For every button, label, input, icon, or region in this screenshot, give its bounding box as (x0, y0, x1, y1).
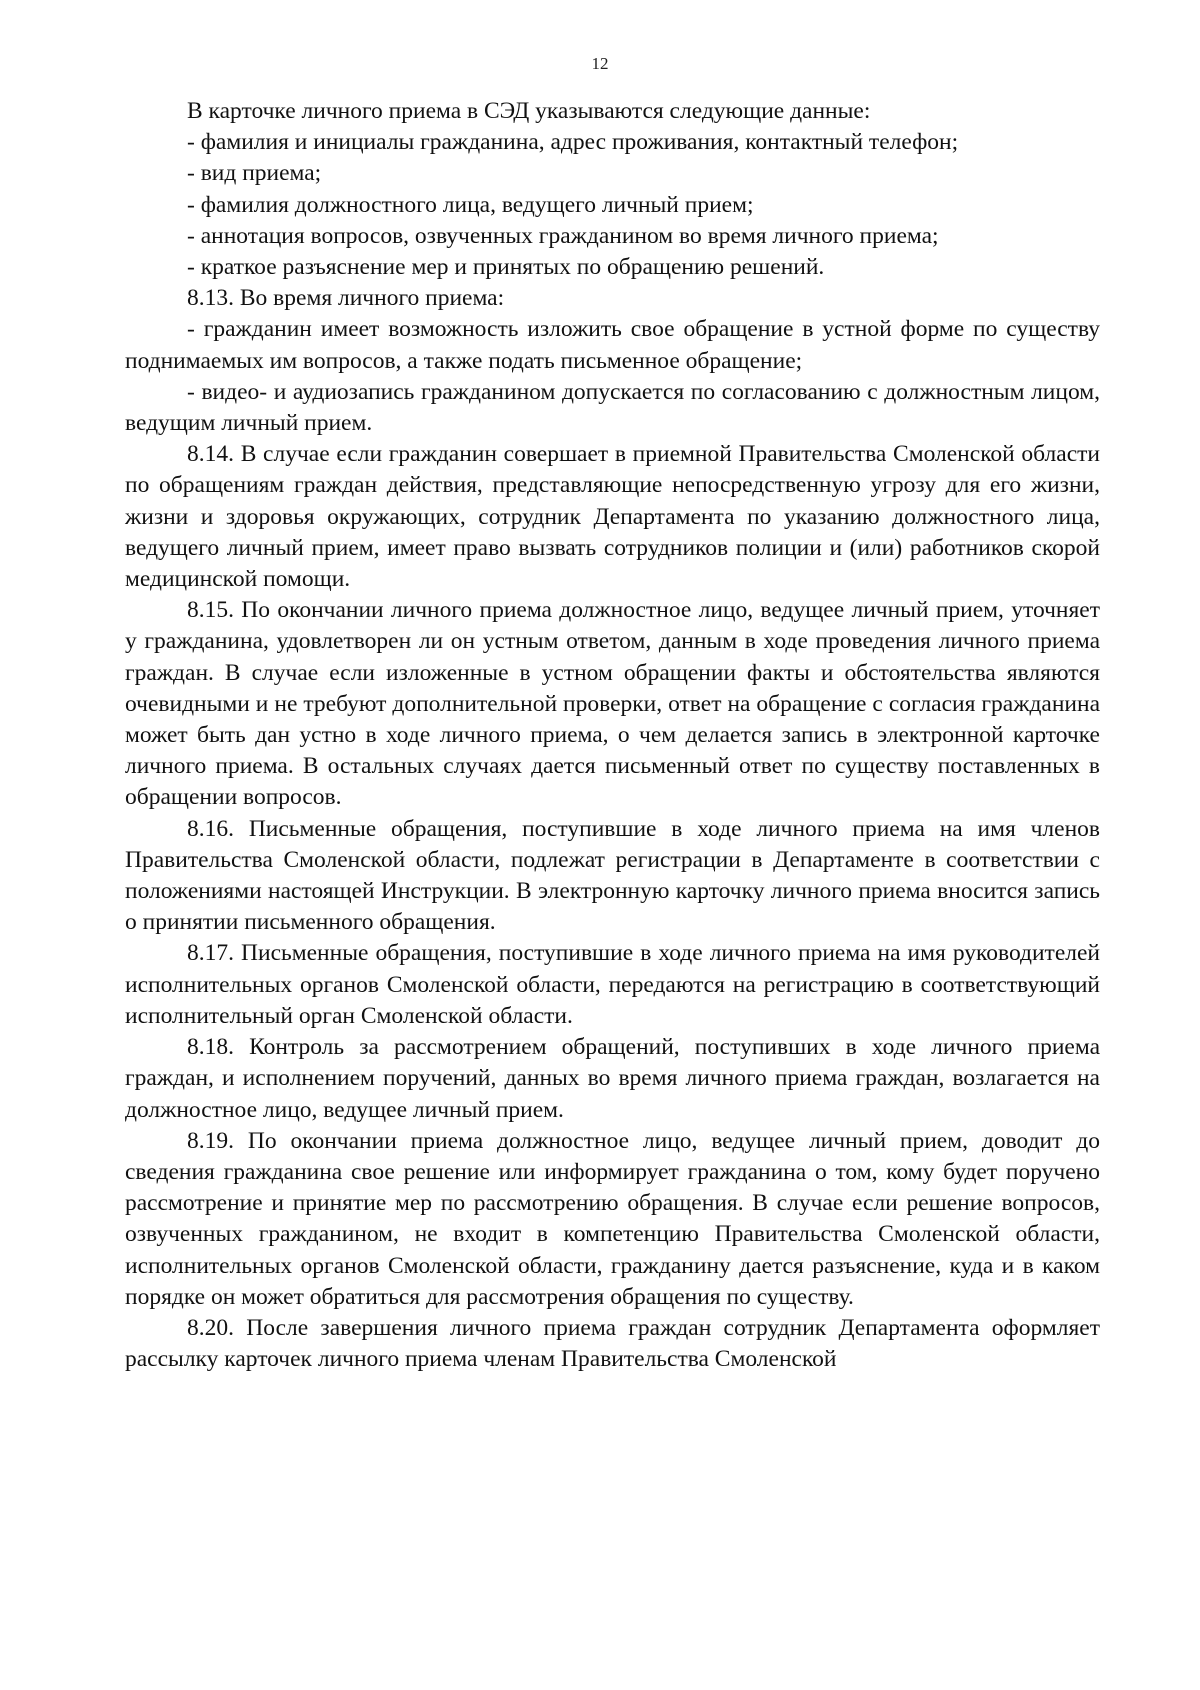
paragraph-intro: В карточке личного приема в СЭД указываются следующие данные: (187, 98, 871, 124)
list-item-name-address: - фамилия и инициалы гражданина, адрес проживания, контактный телефон; (187, 129, 959, 156)
paragraph-8-17: 8.17. Письменные обращения, поступившие в ходе личного приема на имя руководителей исполнительных органов Смоленской области, передаются на регистрацию в соответствующий исполнительный орган Смоленской области. (125, 940, 1100, 1029)
list-item-official-name: - фамилия должностного лица, ведущего личный прием; (187, 191, 754, 218)
paragraph-8-14: 8.14. В случае если гражданин совершает в приемной Правительства Смоленской области по обращениям граждан действия, представляющие непосредственную угрозу для его жизни, жизни и здоровья окружающих, сотрудник Департамента по указанию должностного лица, ведущего личный прием, имеет право вызвать сотрудников полиции и (или) работников скорой медицинской помощи. (125, 441, 1100, 593)
paragraph-8-19: 8.19. По окончании приема должностное лицо, ведущее личный прием, доводит до сведения гражданина свое решение или информирует гражданина о том, кому будет поручено рассмотрение и принятие мер по рассмотрению обращения. В случае если решение вопросов, озвученных гражданином, не входит в компетенцию Правительства Смоленской области, исполнительных органов Смоленской области, гражданину дается разъяснение, куда и в каком порядке он может обратиться для рассмотрения обращения по существу. (125, 1127, 1100, 1310)
list-item-oral-appeal: - гражданин имеет возможность изложить свое обращение в устной форме по существу поднимаемых им вопросов, а также подать письменное обращение; (125, 316, 1100, 374)
paragraph-8-15: 8.15. По окончании личного приема должностное лицо, ведущее личный прием, уточняет у гражданина, удовлетворен ли он устным ответом, данным в ходе проведения личного приема граждан. В случае если изложенные в устном обращении факты и обстоятельства являются очевидными и не требуют дополнительной проверки, ответ на обращение с согласия гражданина может быть дан устно в ходе личного приема, о чем делается запись в электронной карточке личного приема. В остальных случаях дается письменный ответ по существу поставленных в обращении вопросов. (125, 597, 1100, 811)
paragraph-8-20: 8.20. После завершения личного приема граждан сотрудник Департамента оформляет рассылку карточек личного приема членам Правительства Смоленской (125, 1314, 1100, 1373)
paragraph-8-18: 8.18. Контроль за рассмотрением обращений, поступивших в ходе личного приема граждан, и исполнением поручений, данных во время личного приема граждан, возлагается на должностное лицо, ведущее личный прием. (125, 1034, 1100, 1123)
list-item-recording: - видео- и аудиозапись гражданином допускается по согласованию с должностным лицом, ведущим личный прием. (125, 378, 1100, 437)
paragraph-8-13: 8.13. Во время личного приема: (187, 285, 505, 312)
list-item-reception-type: - вид приема; (187, 160, 322, 187)
list-item-explanation: - краткое разъяснение мер и принятых по обращению решений. (187, 254, 825, 281)
document-body (125, 96, 1100, 1375)
paragraph-8-16: 8.16. Письменные обращения, поступившие в ходе личного приема на имя членов Правительства Смоленской области, подлежат регистрации в Департаменте в соответствии с положениями настоящей Инструкции. В электронную карточку личного приема вносится запись о принятии письменного обращения. (125, 815, 1100, 936)
list-item-annotation: - аннотация вопросов, озвученных гражданином во время личного приема; (187, 222, 939, 249)
page-number: 12 (591, 54, 609, 73)
